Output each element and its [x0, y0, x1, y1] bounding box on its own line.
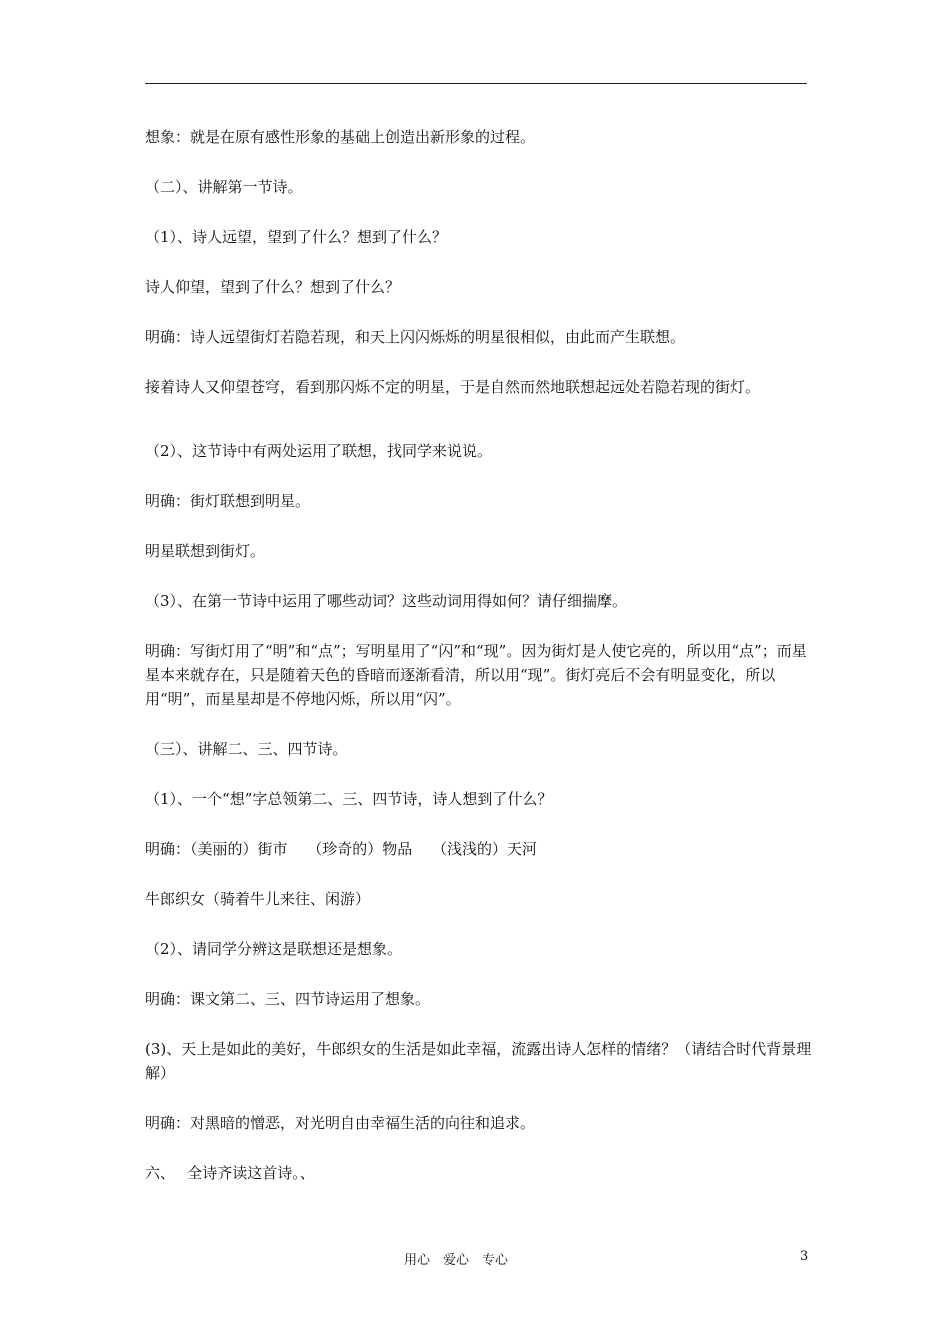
header-rule — [145, 83, 807, 84]
question-3-2: （2）、请同学分辨这是联想还是想象。 — [145, 940, 403, 958]
answer-3-2: 明确：课文第二、三、四节诗运用了想象。 — [145, 990, 431, 1008]
question-2: （2）、这节诗中有两处运用了联想，找同学来说说。 — [145, 442, 493, 460]
answer-3-1-continued: 牛郎织女（骑着牛儿来往、闲游） — [145, 890, 371, 908]
page-number: 3 — [800, 1249, 809, 1264]
question-3-3: (3)、天上是如此的美好，牛郎织女的生活是如此幸福，流露出诗人怎样的情绪？（请结合时代背景理解） — [145, 1040, 812, 1082]
question-3: （3）、在第一节诗中运用了哪些动词？这些动词用得如何？请仔细揣摩。 — [145, 592, 628, 610]
section-heading-3: （三）、讲解二、三、四节诗。 — [145, 740, 348, 758]
answer-1: 明确：诗人远望街灯若隐若现，和天上闪闪烁烁的明星很相似，由此而产生联想。 — [145, 328, 686, 346]
page-footer — [0, 1249, 950, 1269]
footer-motto: 用心 爱心 专心 — [404, 1253, 509, 1268]
paragraph-imagination-definition: 想象：就是在原有感性形象的基础上创造出新形象的过程。 — [145, 128, 536, 146]
question-1: （1）、诗人远望，望到了什么？想到了什么？ — [145, 228, 448, 246]
section-heading-2: （二）、讲解第一节诗。 — [145, 178, 303, 196]
question-3-1: （1）、一个“想”字总领第二、三、四节诗，诗人想到了什么？ — [145, 790, 553, 808]
answer-2: 明确：街灯联想到明星。 — [145, 492, 311, 510]
answer-3-3: 明确：对黑暗的憎恶，对光明自由幸福生活的向往和追求。 — [145, 1114, 536, 1132]
answer-3-1: 明确：（美丽的）街市 （珍奇的）物品 （浅浅的）天河 — [145, 840, 538, 858]
answer-3: 明确：写街灯用了“明”和“点”；写明星用了“闪”和“现”。因为街灯是人使它亮的，所以用“点”；而星星本来就存在，只是随着天色的昏暗而逐渐看清，所以用“现”。街灯亮后不会有明显变化，所以用“明”，而星星却是不停地闪烁，所以用“闪”。 — [145, 642, 807, 708]
section-heading-6: 六、 全诗齐读这首诗。、 — [145, 1164, 315, 1182]
answer-2-continued: 明星联想到街灯。 — [145, 542, 266, 560]
answer-1-continued: 接着诗人又仰望苍穹，看到那闪烁不定的明星，于是自然而然地联想起远处若隐若现的街灯。 — [145, 378, 761, 396]
question-1-continued: 诗人仰望，望到了什么？想到了什么？ — [145, 278, 401, 296]
document-body — [145, 125, 815, 1211]
